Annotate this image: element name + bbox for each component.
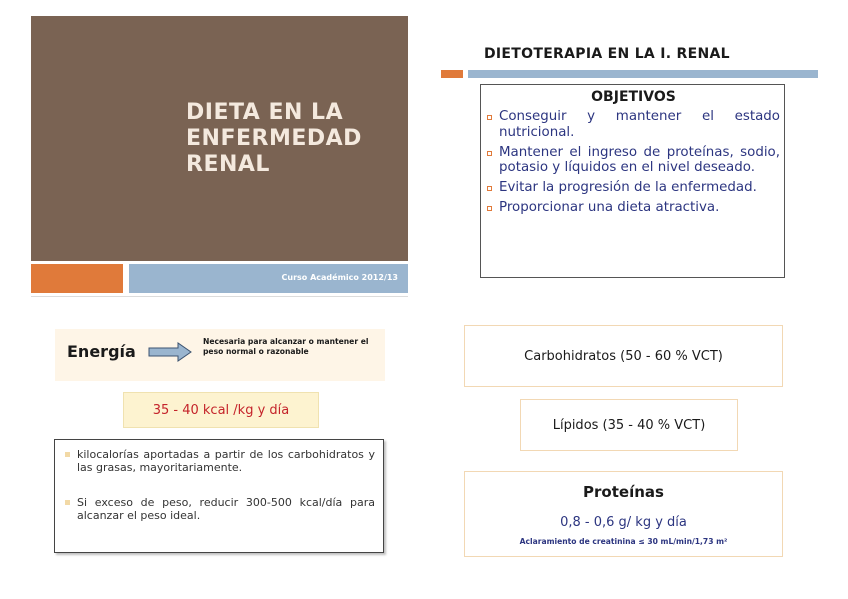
proteins-value: 0,8 - 0,6 g/ kg y día	[560, 515, 687, 530]
orange-accent-bar	[31, 264, 123, 293]
clearance-note: Aclaramiento de creatinina ≤ 30 mL/min/1,73 m²	[519, 537, 728, 546]
objective-text: Evitar la progresión de la enfermedad.	[499, 180, 757, 196]
list-item	[487, 145, 780, 177]
energy-label: Energía	[67, 342, 136, 361]
square-bullet-icon	[487, 151, 492, 156]
carbohydrates-text: Carbohidratos (50 - 60 % VCT)	[524, 348, 723, 364]
objective-text: Proporcionar una dieta atractiva.	[499, 199, 720, 215]
title-line: RENAL	[186, 152, 270, 177]
square-bullet-icon	[487, 186, 492, 191]
title-line: ENFERMEDAD	[186, 126, 362, 151]
square-bullet-icon	[487, 206, 492, 211]
lipids-text: Lípidos (35 - 40 % VCT)	[552, 417, 706, 433]
objective-text: Conseguir y mantener el estado nutricional.	[499, 109, 780, 140]
course-label: Curso Académico 2012/13	[281, 273, 398, 282]
list-item	[487, 180, 780, 196]
square-bullet-icon	[487, 115, 492, 120]
energy-notes-box	[54, 439, 384, 553]
lipids-box	[520, 399, 738, 451]
carbohydrates-box	[464, 325, 783, 387]
objectives-box	[480, 84, 785, 278]
proteins-title: Proteínas	[583, 483, 664, 501]
title-line: DIETA EN LA	[186, 100, 344, 125]
objective-text: Mantener el ingreso de proteínas, sodio, potasio y líquidos en el nivel deseado.	[499, 144, 780, 176]
proteins-box	[464, 471, 783, 557]
energy-note: Necesaria para alcanzar o mantener el peso normal o razonable	[203, 337, 369, 356]
list-item	[65, 448, 375, 474]
note-text: Si exceso de peso, reducir 300-500 kcal/día para alcanzar el peso ideal.	[77, 496, 375, 522]
objectives-heading: OBJETIVOS	[591, 89, 676, 105]
list-item	[487, 200, 780, 216]
kcal-value: 35 - 40 kcal /kg y día	[152, 402, 290, 418]
slide-title	[186, 100, 396, 178]
orange-rule	[441, 70, 463, 78]
square-bullet-icon	[65, 452, 70, 457]
energy-box	[55, 329, 385, 381]
list-item	[65, 496, 375, 522]
list-item	[487, 109, 780, 141]
objectives-slide-title: DIETOTERAPIA EN LA I. RENAL	[484, 46, 730, 62]
divider	[31, 296, 408, 297]
arrow-right-icon	[148, 342, 192, 362]
title-slide	[31, 16, 408, 297]
note-text: kilocalorías aportadas a partir de los carbohidratos y las grasas, mayoritariamente.	[77, 448, 375, 474]
kcal-value-box	[123, 392, 319, 428]
blue-rule	[468, 70, 818, 78]
square-bullet-icon	[65, 500, 70, 505]
